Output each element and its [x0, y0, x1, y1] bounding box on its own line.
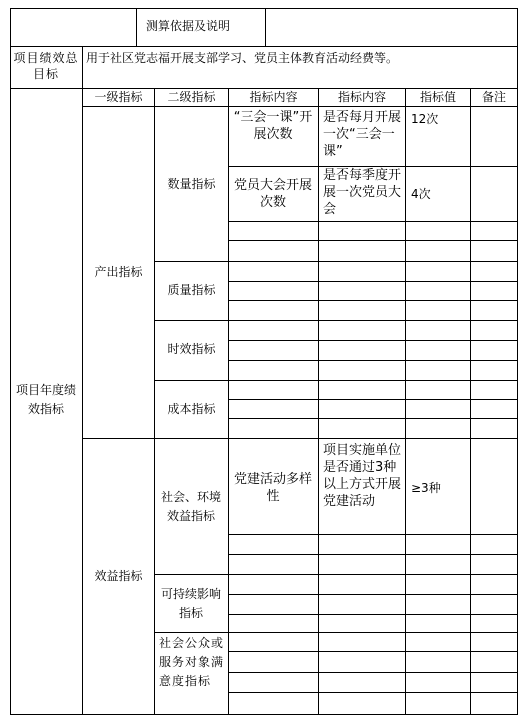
goal-label: 项目绩效总目标 [13, 51, 79, 81]
col-divider-2 [228, 88, 229, 714]
group-line [154, 320, 518, 321]
group-line [154, 380, 518, 381]
border-right [517, 8, 518, 715]
row-line [228, 534, 518, 535]
row-line [228, 399, 518, 400]
border-top [10, 8, 518, 9]
row1-detail: 是否每月开展一次“三会一课” [323, 110, 402, 159]
row-line [228, 281, 518, 282]
row-line [228, 672, 518, 673]
header-divider-1 [136, 8, 137, 46]
row2-value: 4次 [411, 187, 431, 201]
row2-content: 党员大会开展次数 [233, 178, 312, 210]
col-divider-4 [405, 88, 406, 714]
group-line [154, 261, 518, 262]
row1-content: “三会一课”开展次数 [233, 110, 313, 142]
border-bottom [10, 714, 518, 715]
level2-social: 社会、环境效益指标 [160, 490, 221, 523]
level2-quantity: 数量指标 [167, 177, 216, 191]
row-line [228, 554, 518, 555]
colheader-bottom [82, 106, 518, 107]
level2-timeliness: 时效指标 [167, 342, 216, 356]
row-line [228, 360, 518, 361]
goal-divider [82, 46, 83, 88]
row2-detail: 是否每季度开展一次党员大会 [323, 168, 402, 217]
colheader-content: 指标内容 [249, 90, 298, 104]
level2-sustain: 可持续影响指标 [160, 587, 221, 620]
level2-satisfaction: 社会公众或服务对象满意度指标 [159, 636, 225, 688]
row-line [228, 240, 518, 241]
col-divider-3 [318, 88, 319, 714]
basis-label: 测算依据及说明 [146, 19, 231, 33]
annual-divider [82, 88, 83, 714]
level1-output: 产出指标 [94, 265, 143, 279]
row-line [228, 221, 518, 222]
level1-benefit: 效益指标 [94, 569, 143, 583]
row-line [228, 418, 518, 419]
colheader-level1: 一级指标 [94, 90, 143, 104]
row1-value: 12次 [411, 112, 439, 126]
row3-detail: 项目实施单位是否通过3种以上方式开展党建活动 [323, 443, 402, 509]
section-line [82, 438, 518, 439]
header-bottom [10, 46, 518, 47]
row3-value: ≥3种 [411, 481, 441, 495]
colheader-note: 备注 [481, 90, 506, 104]
group-line [154, 574, 518, 575]
row-line [228, 651, 518, 652]
col-divider-5 [470, 88, 471, 714]
header-divider-2 [265, 8, 266, 46]
colheader-value: 指标值 [419, 90, 456, 104]
row3-content: 党建活动多样性 [233, 472, 312, 504]
row-line [228, 594, 518, 595]
colheader-detail: 指标内容 [337, 90, 386, 104]
annual-label: 项目年度绩效指标 [15, 383, 76, 416]
level2-quality: 质量指标 [167, 283, 216, 297]
goal-text: 用于社区党志福开展支部学习、党员主体教育活动经费等。 [86, 51, 399, 65]
row-line [228, 692, 518, 693]
row-line [228, 340, 518, 341]
level2-cost: 成本指标 [167, 402, 216, 416]
border-left [10, 8, 11, 715]
row-line [228, 300, 518, 301]
group-line [154, 632, 518, 633]
row-line [228, 614, 518, 615]
colheader-level2: 二级指标 [167, 90, 216, 104]
